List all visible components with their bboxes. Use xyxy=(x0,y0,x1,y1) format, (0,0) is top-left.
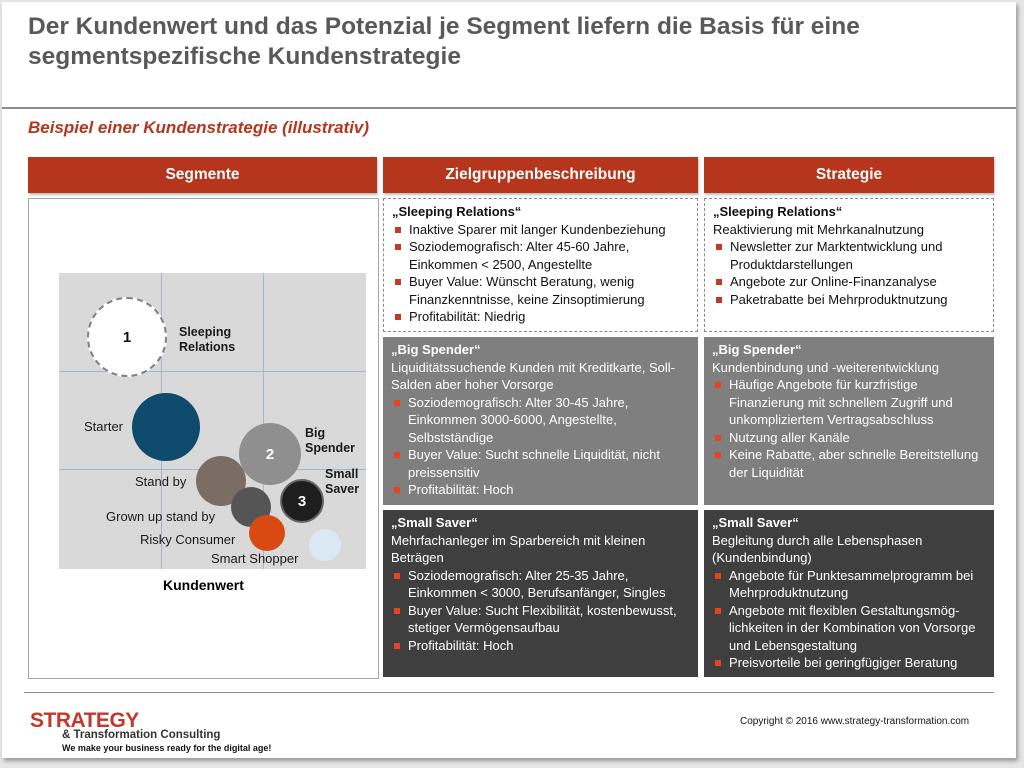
label-line: Spender xyxy=(305,441,356,455)
label-stand-by: Stand by xyxy=(135,474,187,489)
bullet-item: Angebote für Punktesammelprogramm bei Mehrproduktnutzung xyxy=(712,567,986,602)
label-line: Relations xyxy=(179,340,236,354)
page-subtitle: Beispiel einer Kundenstrategie (illustrativ) xyxy=(28,118,370,137)
segment-bubble-chart xyxy=(59,273,366,569)
bullet-list xyxy=(713,238,985,308)
copyright-notice: Copyright © 2016 www.strategy-transformation.com xyxy=(740,716,970,727)
bullet-list xyxy=(712,376,986,481)
bullet-item: Paketrabatte bei Mehrproduktnutzung xyxy=(713,291,985,309)
bullet-item: Angebote zur Online-Finanzanalyse xyxy=(713,273,985,291)
strategy-small-saver xyxy=(704,510,994,677)
label-risky-consumer: Risky Consumer xyxy=(140,532,236,547)
bullet-item: Nutzung aller Kanäle xyxy=(712,429,986,447)
box-title: „Small Saver“ xyxy=(391,515,478,530)
label-sleeping-relations xyxy=(179,325,235,355)
box-title: „Sleeping Relations“ xyxy=(392,204,522,219)
company-tagline: We make your business ready for the digital age! xyxy=(62,743,272,753)
column-header-description: Zielgruppenbeschreibung xyxy=(383,157,698,193)
box-title: „Small Saver“ xyxy=(712,515,799,530)
bullet-list xyxy=(712,567,986,672)
label-big-spender xyxy=(305,426,355,456)
bullet-item: Profitabilität: Niedrig xyxy=(392,308,689,326)
bubble-big-spender: 2 xyxy=(239,423,301,485)
company-logo-subtitle: & Transformation Consulting xyxy=(62,729,221,741)
chart-x-label: Kundenwert xyxy=(163,577,244,593)
box-text: Begleitung durch alle Lebensphasen (Kundenbindung) xyxy=(712,532,923,565)
label-smart-shopper: Smart Shopper xyxy=(211,551,299,566)
label-starter: Starter xyxy=(84,419,124,434)
box-text: Liquiditätssuchende Kunden mit Kreditkarte, Soll-Salden aber hoher Vorsorge xyxy=(391,359,675,392)
label-line: Small xyxy=(325,467,359,481)
bubble-risky-consumer xyxy=(249,515,285,551)
bullet-list xyxy=(392,221,689,326)
bullet-item: Inaktive Sparer mit langer Kundenbeziehung xyxy=(392,221,689,239)
label-line: Sleeping xyxy=(179,325,232,339)
description-sleeping-relations xyxy=(383,198,698,332)
bullet-item: Häufige Angebote für kurzfristige Finanzierung mit schnellem Zugriff und unkompliziertem Vertragsabschluss xyxy=(712,376,986,429)
company-logo: STRATEGY xyxy=(30,709,139,732)
box-title: „Sleeping Relations“ xyxy=(713,204,843,219)
bullet-item: Soziodemografisch: Alter 25-35 Jahre, Einkommen < 3000, Berufsanfänger, Singles xyxy=(391,567,690,602)
bullet-list xyxy=(391,567,690,655)
title-divider xyxy=(2,107,1016,109)
strategy-big-spender xyxy=(704,337,994,505)
label-grown-up-stand-by: Grown up stand by xyxy=(106,509,216,524)
bullet-item: Newsletter zur Marktentwicklung und Produktdarstellungen xyxy=(713,238,985,273)
bullet-item: Profitabilität: Hoch xyxy=(391,637,690,655)
bullet-item: Soziodemografisch: Alter 30-45 Jahre, Einkommen 3000-6000, Angestellte, Selbstständige xyxy=(391,394,690,447)
bubble-starter xyxy=(132,393,200,461)
bullet-list xyxy=(391,394,690,499)
description-big-spender xyxy=(383,337,698,505)
box-text: Mehrfachanleger im Sparbereich mit kleinen Beträgen xyxy=(391,532,646,565)
box-text: Kundenbindung und -weiterentwicklung xyxy=(712,359,939,375)
box-text: Reaktivierung mit Mehrkanalnutzung xyxy=(713,221,924,237)
column-header-strategy: Strategie xyxy=(704,157,994,193)
bullet-item: Buyer Value: Sucht schnelle Liquidität, nicht preissensitiv xyxy=(391,446,690,481)
bullet-item: Buyer Value: Sucht Flexibilität, kostenbewusst, stetiger Vermögensaufbau xyxy=(391,602,690,637)
grid-line xyxy=(59,371,366,372)
box-title: „Big Spender“ xyxy=(712,342,802,357)
label-line: Big xyxy=(305,426,326,440)
bullet-item: Buyer Value: Wünscht Beratung, wenig Finanzkenntnisse, keine Zinsoptimierung xyxy=(392,273,689,308)
bubble-smart-shopper xyxy=(309,529,341,561)
bullet-item: Angebote mit flexiblen Gestaltungsmög-lichkeiten in der Kombination von Vorsorge und Lebensgestaltung xyxy=(712,602,986,655)
page-title: Der Kundenwert und das Potenzial je Segment liefern die Basis für eine segmentspezifische Kundenstrategie xyxy=(28,13,860,70)
bubble-sleeping-relations: 1 xyxy=(87,297,167,377)
label-line: Saver xyxy=(325,482,360,496)
footer-divider xyxy=(24,692,994,693)
description-small-saver xyxy=(383,510,698,677)
bullet-item: Preisvorteile bei geringfügiger Beratung xyxy=(712,654,986,672)
bubble-small-saver: 3 xyxy=(280,479,324,523)
segment-chart-panel xyxy=(28,198,379,679)
bullet-item: Soziodemografisch: Alter 45-60 Jahre, Einkommen < 2500, Angestellte xyxy=(392,238,689,273)
slide xyxy=(2,2,1016,758)
strategy-sleeping-relations xyxy=(704,198,994,332)
box-title: „Big Spender“ xyxy=(391,342,481,357)
column-header-segments: Segmente xyxy=(28,157,377,193)
bullet-item: Profitabilität: Hoch xyxy=(391,481,690,499)
bullet-item: Keine Rabatte, aber schnelle Bereitstellung der Liquidität xyxy=(712,446,986,481)
label-small-saver xyxy=(325,467,359,497)
